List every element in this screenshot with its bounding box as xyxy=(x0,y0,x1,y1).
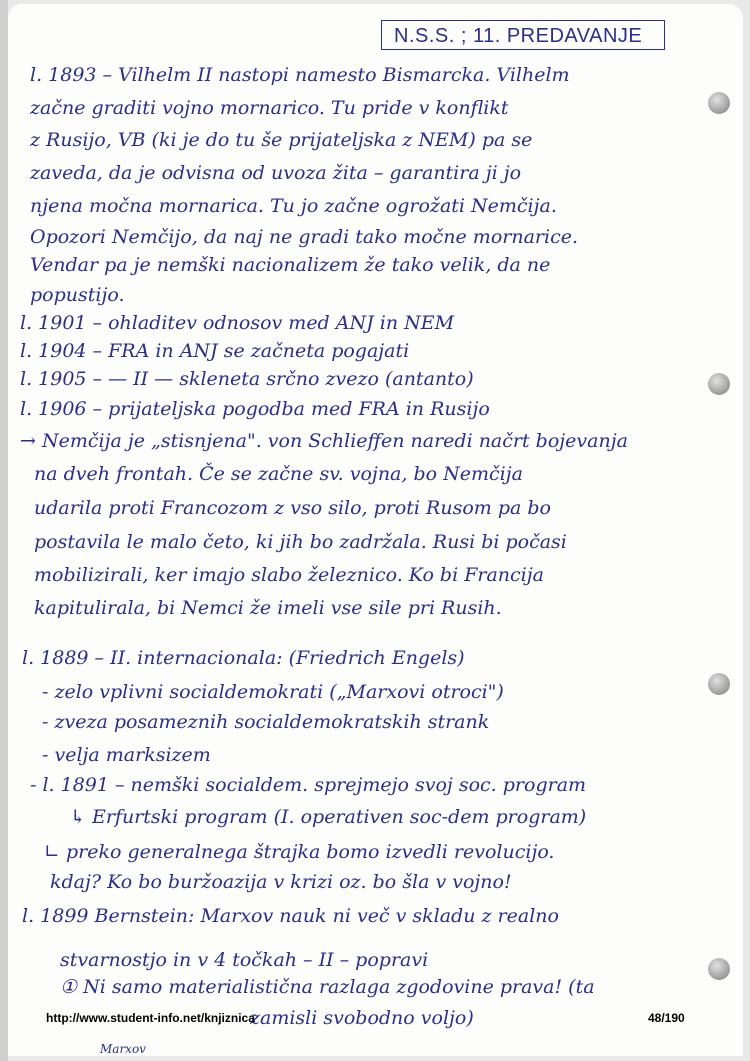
note-line: kapitulirala, bi Nemci že imeli vse sile pri Rusih. xyxy=(34,597,502,619)
timeline-line: l. 1906 – prijateljska pogodba med FRA in Rusijo xyxy=(20,398,490,420)
note-line: z Rusijo, VB (ki je do tu še prijateljska z NEM) pa se xyxy=(30,129,533,151)
note-line: postavila le malo četo, ki jih bo zadržala. Rusi bi počasi xyxy=(34,531,567,553)
page-number: 48/190 xyxy=(648,1011,685,1025)
note-line: l. 1893 – Vilhelm II nastopi namesto Bismarcka. Vilhelm xyxy=(30,64,570,86)
punch-hole xyxy=(708,373,730,395)
punch-hole xyxy=(708,92,730,114)
note-line: kdaj? Ko bo buržoazija v krizi oz. bo šla v vojno! xyxy=(50,871,512,893)
timeline-line: l. 1905 – — II — skleneta srčno zvezo (antanto) xyxy=(20,368,474,390)
note-line: ① Ni samo materialistična razlaga zgodovine prava! (ta xyxy=(60,976,595,998)
note-line: zaveda, da je odvisna od uvoza žita – garantira ji jo xyxy=(30,162,522,184)
note-line: zamisli svobodno voljo) xyxy=(250,1007,474,1029)
bullet-line: ↳ Erfurtski program (I. operativen soc-dem program) xyxy=(70,806,587,828)
note-line: Vendar pa je nemški nacionalizem že tako velik, da ne xyxy=(30,254,551,276)
note-line: popustijo. xyxy=(30,284,125,306)
bullet-line: - zveza posameznih socialdemokratskih strank xyxy=(42,711,490,733)
punch-hole xyxy=(708,958,730,980)
section-heading: l. 1899 Bernstein: Marxov nauk ni več v skladu z realno xyxy=(22,905,559,927)
bullet-line: - l. 1891 – nemški socialdem. sprejmejo svoj soc. program xyxy=(30,774,587,796)
punch-hole xyxy=(708,673,730,695)
bullet-line: - zelo vplivni socialdemokrati („Marxovi otroci") xyxy=(42,681,504,703)
note-line: → Nemčija je „stisnjena". von Schlieffen naredi načrt bojevanja xyxy=(20,430,628,452)
note-line: Marxov xyxy=(100,1042,146,1056)
timeline-line: l. 1901 – ohladitev odnosov med ANJ in NEM xyxy=(20,312,455,334)
note-line: Opozori Nemčijo, da naj ne gradi tako močne mornarice. xyxy=(30,226,578,248)
note-line: mobilizirali, ker imajo slabo železnico. Ko bi Francija xyxy=(34,564,544,586)
note-line: začne graditi vojno mornarico. Tu pride v konflikt xyxy=(30,97,509,119)
bullet-line: - velja marksizem xyxy=(42,744,211,766)
note-line: njena močna mornarica. Tu jo začne ogrožati Nemčija. xyxy=(30,195,557,217)
note-line: na dveh frontah. Če se začne sv. vojna, bo Nemčija xyxy=(34,463,523,485)
footer-url[interactable]: http://www.student-info.net/knjiznica xyxy=(46,1011,255,1025)
note-line: stvarnostjo in v 4 točkah – II – popravi xyxy=(60,949,429,971)
note-line: ∟ preko generalnega štrajka bomo izvedli revolucijo. xyxy=(44,841,555,863)
page-edge xyxy=(0,0,8,1061)
page-title: N.S.S. ; 11. PREDAVANJE xyxy=(381,20,665,50)
section-heading: l. 1889 – II. internacionala: (Friedrich Engels) xyxy=(22,647,465,669)
note-line: udarila proti Francozom z vso silo, proti Rusom pa bo xyxy=(34,497,551,519)
timeline-line: l. 1904 – FRA in ANJ se začneta pogajati xyxy=(20,340,410,362)
